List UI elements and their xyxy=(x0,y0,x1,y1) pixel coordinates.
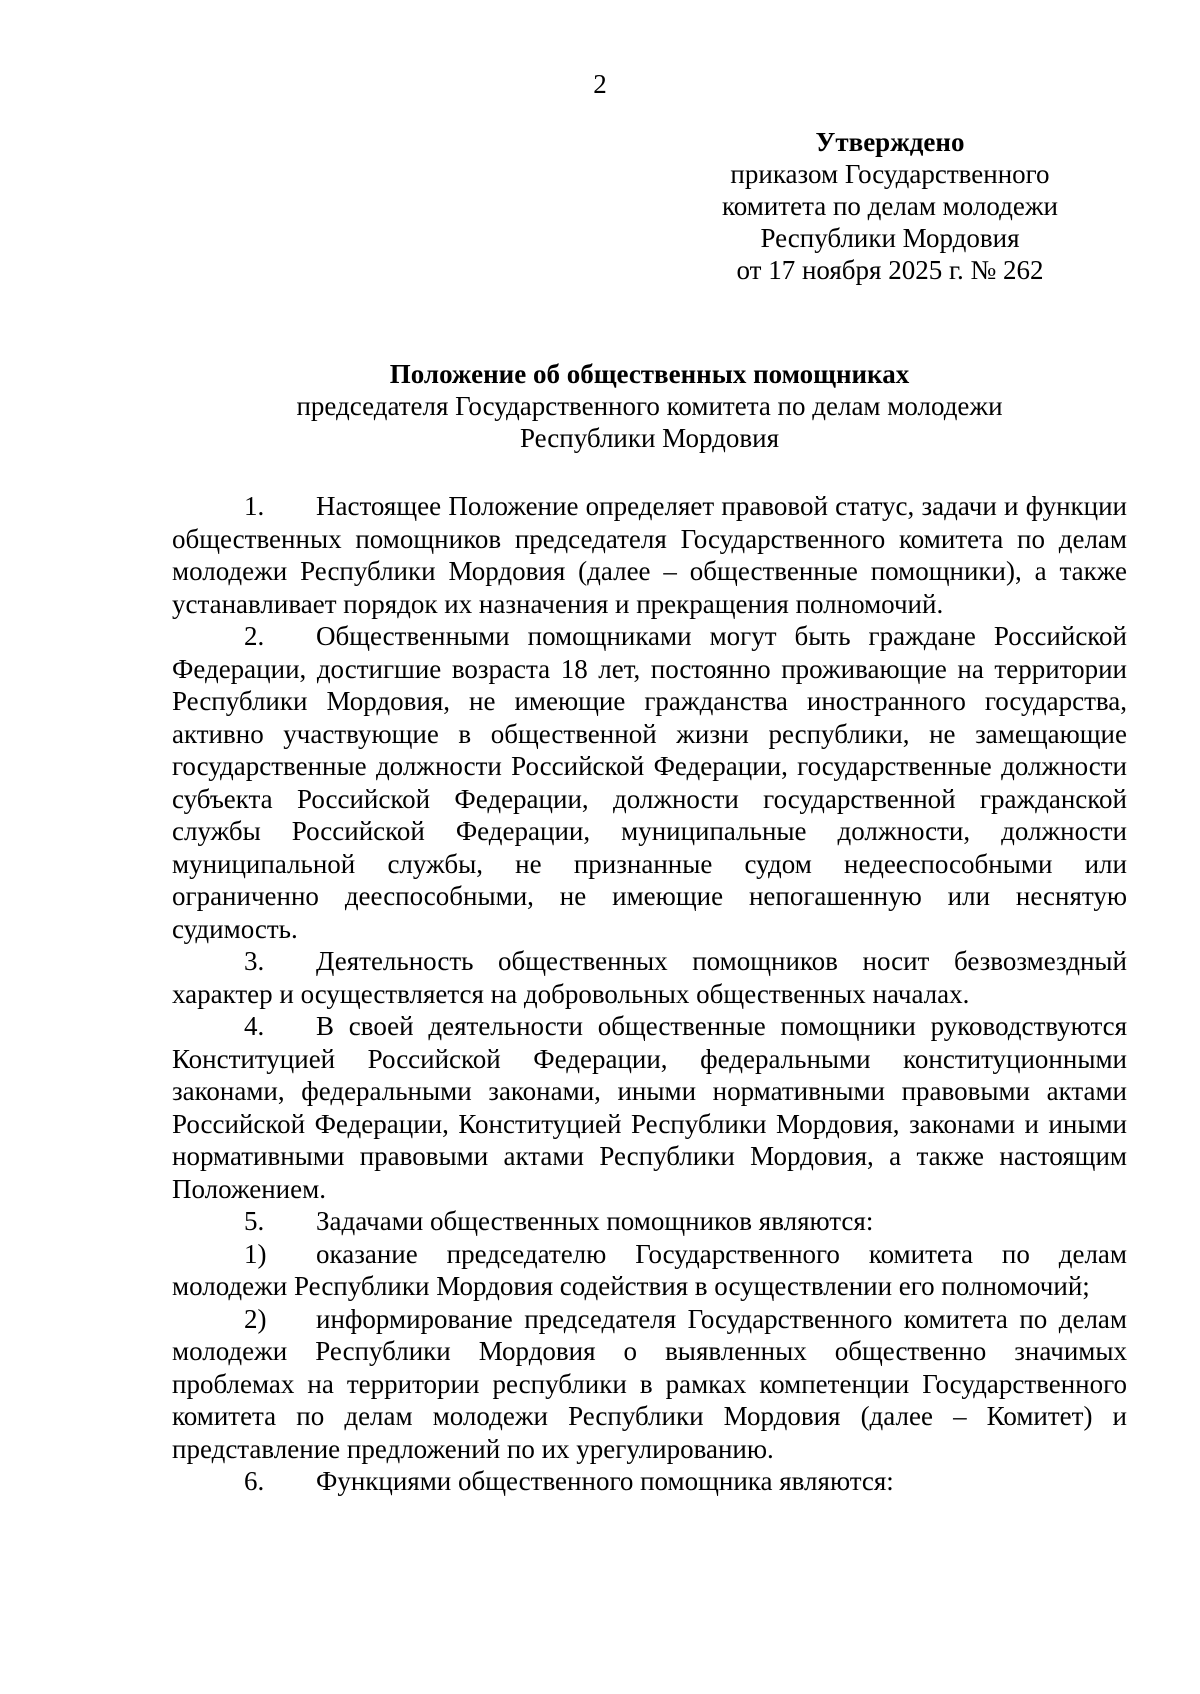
document-body xyxy=(172,490,1127,1498)
approval-heading: Утверждено xyxy=(815,127,965,157)
approval-stamp xyxy=(680,126,1100,286)
paragraph-text: Задачами общественных помощников являются: xyxy=(316,1206,874,1236)
document-title xyxy=(172,358,1127,454)
paragraph xyxy=(172,1238,1127,1303)
paragraph xyxy=(172,1205,1127,1238)
paragraph xyxy=(172,490,1127,620)
approval-line: Республики Мордовия xyxy=(760,223,1020,253)
paragraph-number: 5. xyxy=(244,1206,265,1236)
paragraph-text: В своей деятельности общественные помощники руководствуются Конституцией Российской Федерации, федеральными конституционными законами, федеральными законами, иными нормативными правовыми актами Российской Федерации, Конституцией Республики Мордовия, законами и иными нормативными правовыми актами Республики Мордовия, а также настоящим Положением. xyxy=(172,1011,1127,1204)
title-sub-line: председателя Государственного комитета по делам молодежи xyxy=(296,391,1003,421)
title-main: Положение об общественных помощниках xyxy=(389,359,910,389)
approval-line: от 17 ноября 2025 г. № 262 xyxy=(736,255,1044,285)
page-number: 2 xyxy=(593,69,607,99)
paragraph-number: 1. xyxy=(244,491,265,521)
paragraph xyxy=(172,1303,1127,1466)
approval-line: комитета по делам молодежи xyxy=(722,191,1058,221)
paragraph-number: 3. xyxy=(244,946,265,976)
paragraph xyxy=(172,1465,1127,1498)
paragraph-number: 2. xyxy=(244,621,265,651)
paragraph-text: Общественными помощниками могут быть граждане Российской Федерации, достигшие возраста 18 лет, постоянно проживающие на территории Республики Мордовия, не имеющие гражданства иностранного государства, активно участвующие в общественной жизни республики, не замещающие государственные должности Российской Федерации, государственные должности субъекта Российской Федерации, должности государственной гражданской службы Российской Федерации, муниципальные должности, должности муниципальной службы, не признанные судом недееспособными или ограниченно дееспособными, не имеющие непогашенную или неснятую судимость. xyxy=(172,621,1127,944)
paragraph-text: Функциями общественного помощника являются: xyxy=(316,1466,894,1496)
approval-line: приказом Государственного xyxy=(730,159,1050,189)
paragraph-number: 1) xyxy=(244,1238,267,1269)
paragraph-number: 4. xyxy=(244,1011,265,1041)
paragraph-text: Настоящее Положение определяет правовой статус, задачи и функции общественных помощников председателя Государственного комитета по делам молодежи Республики Мордовия (далее – общественные помощники), а также устанавливает порядок их назначения и прекращения полномочий. xyxy=(172,491,1127,619)
paragraph-number: 6. xyxy=(244,1466,265,1496)
paragraph xyxy=(172,1010,1127,1205)
paragraph-number: 2) xyxy=(244,1303,267,1334)
paragraph-text: оказание председателю Государственного комитета по делам молодежи Республики Мордовия содействия в осуществлении его полномочий; xyxy=(172,1238,1127,1301)
paragraph-text: Деятельность общественных помощников носит безвозмездный характер и осуществляется на добровольных общественных началах. xyxy=(172,946,1127,1009)
paragraph xyxy=(172,620,1127,945)
paragraph xyxy=(172,945,1127,1010)
title-sub-line: Республики Мордовия xyxy=(519,423,780,453)
paragraph-text: информирование председателя Государственного комитета по делам молодежи Республики Мордовия о выявленных общественно значимых проблемах на территории республики в рамках компетенции Государственного комитета по делам молодежи Республики Мордовия (далее – Комитет) и представление предложений по их урегулированию. xyxy=(172,1303,1127,1464)
